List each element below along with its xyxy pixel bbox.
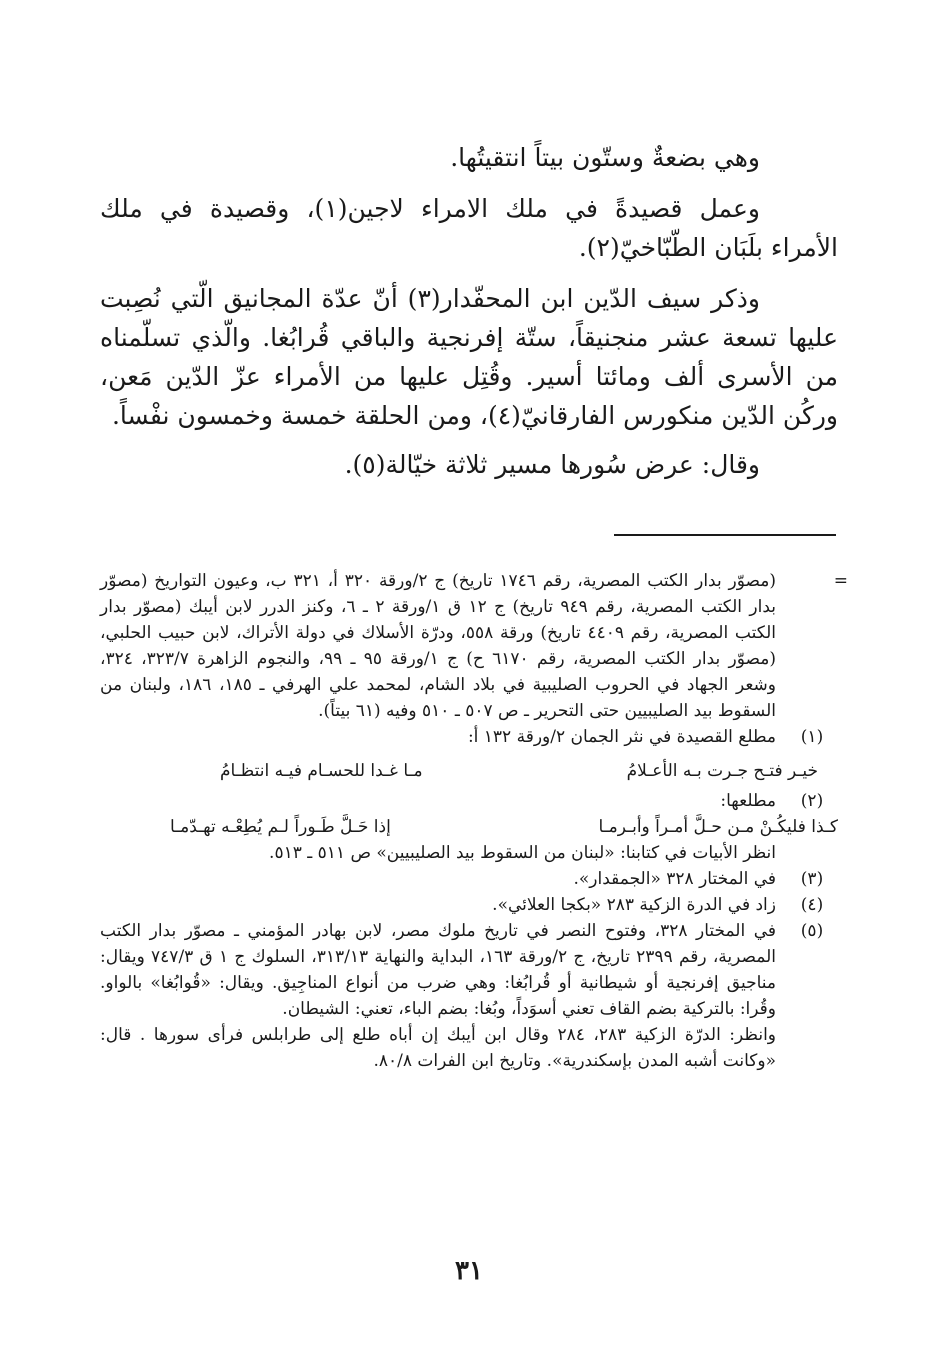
footnote-4 [100,892,838,918]
footnotes [100,568,848,1074]
verse-line [100,814,838,840]
footnote-text: مطلع القصيدة في نثر الجمان ٢/ورقة ١٣٢ أ: [467,727,776,747]
paragraph: وقال: عرض سُورها مسير ثلاثة خيّالة(٥). [344,450,760,479]
footnote-1 [100,724,838,750]
footnote-number: (٤) [800,895,824,915]
verse-hemistich: إذا حَـلَّ طَـوراً لـم يُطِعْـه تهـدّمـا [170,817,391,837]
footnote-2-ref [100,840,838,866]
footnote-continuation [100,568,848,724]
paragraph: وهي بضعةٌ وستّون بيتاً انتقيتُها. [450,143,760,172]
footnote-number: (١) [800,727,824,747]
verse-hemistich: خيـر فتـح جـرت بـه الأعـلامُ [626,761,818,781]
footnote-text: انظر الأبيات في كتابنا: «لبنان من السقوط بيد الصليبيين» ص ٥١١ ـ ٥١٣. [269,843,776,863]
footnote-text: في المختار ٣٢٨ «الجمقدار». [573,869,776,889]
footnote-text: وانظر: الدرّة الزكية ٢٨٣، ٢٨٤ وقال ابن أيبك إن أباه طلع إلى طرابلس فرأى سورها . قال: «وكانت أشبه المدن بإسكندرية». وتاريخ ابن الفرات ٨٠/٨. [100,1025,776,1071]
footnote-text: مطلعها: [720,791,776,811]
footnote-2 [100,788,838,814]
continuation-mark: = [833,571,848,591]
footnote-text: في المختار ٣٢٨، وفتوح النصر في تاريخ ملوك مصر، لابن بهادر المؤمني ـ مصوّر بدار الكتب المصرية، رقم ٢٣٩٩ تاريخ، ج ٢/ورقة ١٦٣، البداية والنهاية ٣١٣/١٣، السلوك ج ١ ق ٧٤٧/٣ ويقال: مناجيق إفرنجية أو شيطانية أو قُرابُغا: وهي ضرب من أنواع المناجِيق. ويقال: «قُوابُغا» بالواو. وقُرا: بالتركية بضم القاف تعني أسوَداً، وبُغا: بضم الباء، تعني: الشيطان. [100,921,777,1019]
page-number: ٣١ [455,1256,483,1286]
verse-hemistich: كـذا فليكُـنْ مـن حـلَّ أمـراً وأبـرمـا [598,817,838,837]
footnote-text: زاد في الدرة الزكية ٢٨٣ «بكجا العلائي». [492,895,776,915]
footnote-number: (٥) [800,921,824,941]
footnote-5-extra [100,1022,838,1074]
main-text [100,138,838,484]
verse-line [100,758,838,784]
footnote-3 [100,866,838,892]
footnote-separator [614,534,836,536]
footnote-5 [100,918,838,1022]
footnote-number: (٣) [800,869,824,889]
paragraph: وذكر سيف الدّين ابن المحفّدار(٣) أنّ عدّة المجانيق الّتي نُصِبت عليها تسعة عشر منجنيقاً، ستّة إفرنجية والباقي قُرابُغا. والّذي تسلّمناه من الأسرى ألف ومائتا أسير. وقُتِل عليها من الأمراء عزّ الدّين مَعن، وركُن الدّين منكورس الفارقانيّ(٤)، ومن الحلقة خمسة وخمسون نفْساً. [100,284,838,430]
verse-hemistich: مـا غـدا للحسـام فيـه انتظـامُ [220,761,423,781]
footnote-text: (مصوّر بدار الكتب المصرية، رقم ١٧٤٦ تاريخ) ج ٢/ورقة ٣٢٠ أ، ٣٢١ ب، وعيون التواريخ (مصوّر بدار الكتب المصرية، رقم ٩٤٩ تاريخ) ج ١٢ ق ١/ورقة ٢ ـ ٦، وكنز الدرر لابن أيبك (مصوّر بدار الكتب المصرية، رقم ٤٤٠٩ تاريخ) ورقة ٥٥٨، ودرّة الأسلاك في دولة الأتراك، لابن حبيب الحلبي، (مصوّر بدار الكتب المصرية، رقم ٦١٧٠ ح) ج ١/ورقة ٩٥ ـ ٩٩، والنجوم الزاهرة ٣٢٣/٧، ٣٢٤، وشعر الجهاد في الحروب الصليبية في بلاد الشام، لمحمد علي الهرفي ـ ١٨٥، ١٨٦، ولبنان من السقوط بيد الصليبيين حتى التحرير ـ ص ٥٠٧ ـ ٥١٠ وفيه (٦١ بيتاً). [100,571,777,721]
paragraph: وعمل قصيدةً في ملك الامراء لاجين(١)، وقصيدة في ملك الأمراء بلَبَان الطّبّاخيّ(٢). [100,194,838,262]
footnote-number: (٢) [800,791,824,811]
